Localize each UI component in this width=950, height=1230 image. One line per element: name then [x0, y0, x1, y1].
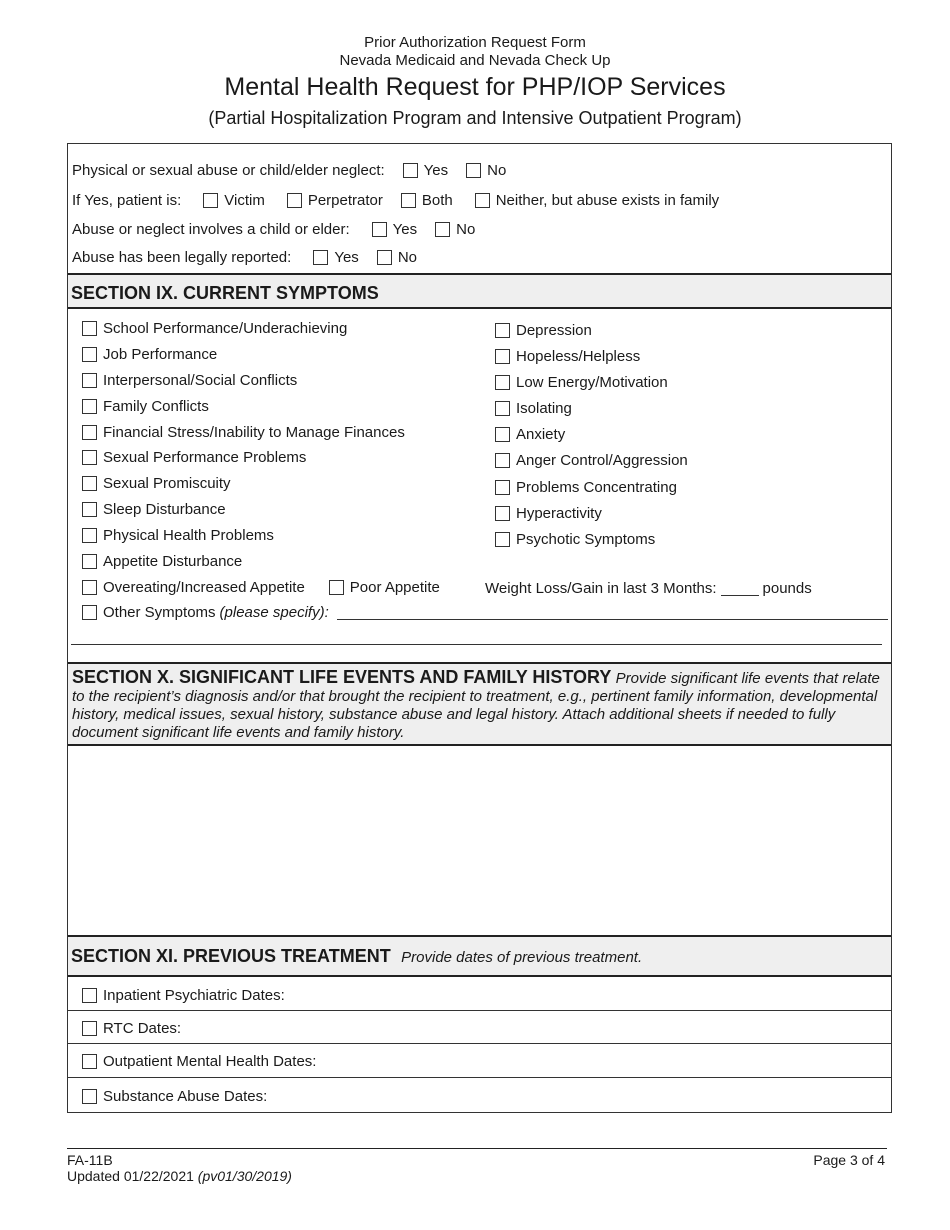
patient-role-label: If Yes, patient is: — [72, 192, 182, 209]
symptom-label: Sexual Promiscuity — [103, 475, 231, 492]
weight-change-row — [485, 580, 812, 597]
reported-yes-option[interactable] — [313, 249, 358, 266]
checkbox[interactable] — [82, 450, 97, 465]
checkbox[interactable] — [495, 480, 510, 495]
other-symptoms-row — [82, 604, 329, 621]
checkbox[interactable] — [82, 476, 97, 491]
checkbox[interactable] — [495, 375, 510, 390]
symptom-label: Interpersonal/Social Conflicts — [103, 372, 298, 389]
symptom-label: Low Energy/Motivation — [516, 374, 668, 391]
option-label: No — [397, 249, 417, 266]
symptom-item[interactable] — [495, 531, 655, 548]
role-victim-option[interactable] — [203, 192, 265, 209]
abuse-question-label: Physical or sexual abuse or child/elder neglect: — [72, 162, 385, 179]
checkbox[interactable] — [401, 193, 416, 208]
checkbox[interactable] — [82, 399, 97, 414]
row-divider — [68, 1077, 891, 1078]
other-symptoms-hint: (please specify): — [219, 604, 329, 621]
checkbox[interactable] — [495, 506, 510, 521]
treatment-label: Substance Abuse Dates: — [103, 1088, 268, 1105]
child-elder-no-option[interactable] — [435, 221, 475, 238]
option-label: No — [487, 162, 507, 179]
section-ix-title: SECTION IX. CURRENT SYMPTOMS — [71, 283, 379, 303]
checkbox[interactable] — [495, 323, 510, 338]
previous-treatment-item[interactable] — [82, 1088, 267, 1105]
symptom-item[interactable] — [82, 424, 405, 441]
overeating-option[interactable] — [82, 579, 305, 596]
page-title: Mental Health Request for PHP/IOP Services — [224, 73, 726, 101]
section-ix-header — [68, 273, 891, 309]
row-divider — [68, 1010, 891, 1011]
checkbox[interactable] — [82, 528, 97, 543]
page-subtitle: (Partial Hospitalization Program and Intensive Outpatient Program) — [208, 108, 742, 128]
symptom-label: Anxiety — [516, 426, 566, 443]
symptom-item[interactable] — [82, 398, 209, 415]
symptom-label: Family Conflicts — [103, 398, 209, 415]
treatment-label: Outpatient Mental Health Dates: — [103, 1053, 317, 1070]
weight-change-label: Weight Loss/Gain in last 3 Months: — [485, 580, 717, 597]
checkbox[interactable] — [377, 250, 392, 265]
checkbox[interactable] — [475, 193, 490, 208]
symptom-item[interactable] — [82, 501, 226, 518]
reported-no-option[interactable] — [377, 249, 417, 266]
checkbox[interactable] — [82, 605, 97, 620]
weight-unit-label: pounds — [762, 580, 812, 597]
symptom-item[interactable] — [82, 553, 242, 570]
section-x-instructions: Provide significant life events that relate to the recipient’s diagnosis and/or that brought the recipient to treatment, e.g., pertinent family information, developmental history, medical issues, sexual history, substance abuse and legal history. Attach additional sheets if needed to fully document significant life events and family history. — [72, 670, 880, 741]
child-elder-row — [72, 221, 475, 238]
checkbox[interactable] — [495, 427, 510, 442]
symptom-label: Job Performance — [103, 346, 218, 363]
child-elder-label: Abuse or neglect involves a child or elder: — [72, 221, 350, 238]
symptom-item[interactable] — [495, 348, 640, 365]
page-number: Page 3 of 4 — [813, 1152, 885, 1168]
checkbox[interactable] — [287, 193, 302, 208]
checkbox[interactable] — [82, 425, 97, 440]
poor-appetite-option[interactable] — [329, 579, 440, 596]
checkbox[interactable] — [82, 988, 97, 1003]
form-header-line1: Prior Authorization Request Form — [364, 34, 586, 51]
symptom-item[interactable] — [82, 346, 217, 363]
checkbox[interactable] — [82, 321, 97, 336]
symptom-label: Poor Appetite — [349, 579, 440, 596]
symptom-label: Physical Health Problems — [103, 527, 274, 544]
symptom-label: Overeating/Increased Appetite — [103, 579, 305, 596]
role-perpetrator-option[interactable] — [287, 192, 383, 209]
symptom-item[interactable] — [495, 374, 668, 391]
patient-role-row — [72, 192, 719, 209]
checkbox[interactable] — [435, 222, 450, 237]
symptom-item[interactable] — [82, 475, 231, 492]
checkbox[interactable] — [495, 401, 510, 416]
option-label: Both — [421, 192, 453, 209]
checkbox[interactable] — [82, 1021, 97, 1036]
option-label: Perpetrator — [307, 192, 383, 209]
form-frame — [67, 143, 892, 1113]
checkbox[interactable] — [372, 222, 387, 237]
previous-treatment-item[interactable] — [82, 1053, 316, 1070]
legally-reported-row — [72, 249, 417, 266]
checkbox[interactable] — [495, 349, 510, 364]
symptom-label: School Performance/Underachieving — [103, 320, 348, 337]
checkbox[interactable] — [82, 580, 97, 595]
life-events-text-area[interactable] — [68, 746, 891, 935]
checkbox[interactable] — [82, 554, 97, 569]
symptom-label: Hopeless/Helpless — [516, 348, 641, 365]
symptom-label: Sleep Disturbance — [103, 501, 226, 518]
symptom-item[interactable] — [82, 449, 306, 466]
symptom-item[interactable] — [495, 505, 602, 522]
checkbox[interactable] — [466, 163, 481, 178]
symptom-label: Isolating — [516, 400, 572, 417]
checkbox[interactable] — [82, 502, 97, 517]
updated-date: Updated 01/22/2021 — [67, 1168, 194, 1184]
checkbox[interactable] — [403, 163, 418, 178]
previous-version: (pv01/30/2019) — [197, 1168, 292, 1184]
treatment-label: Inpatient Psychiatric Dates: — [103, 987, 285, 1004]
checkbox[interactable] — [82, 1089, 97, 1104]
checkbox[interactable] — [495, 532, 510, 547]
checkbox[interactable] — [313, 250, 328, 265]
abuse-no-option[interactable] — [466, 162, 506, 179]
previous-treatment-item[interactable] — [82, 1020, 181, 1037]
section-xi-header — [68, 935, 891, 977]
abuse-question-row — [72, 162, 506, 179]
row-divider — [68, 1043, 891, 1044]
symptom-item[interactable] — [495, 479, 677, 496]
option-label: No — [456, 221, 476, 238]
option-label: Victim — [224, 192, 265, 209]
footer-divider — [67, 1148, 887, 1149]
symptom-label: Psychotic Symptoms — [516, 531, 656, 548]
form-id: FA-11B — [67, 1152, 113, 1168]
symptom-label: Depression — [516, 322, 592, 339]
section-xi-instructions: Provide dates of previous treatment. — [401, 949, 643, 966]
checkbox[interactable] — [82, 347, 97, 362]
symptom-item[interactable] — [82, 320, 347, 337]
symptom-label: Anger Control/Aggression — [516, 452, 688, 469]
symptom-item[interactable] — [82, 372, 297, 389]
abuse-yes-option[interactable] — [403, 162, 448, 179]
previous-treatment-item[interactable] — [82, 987, 285, 1004]
other-symptoms-label: Other Symptoms — [103, 604, 216, 621]
role-neither-option[interactable] — [475, 192, 719, 209]
symptom-label: Problems Concentrating — [516, 479, 677, 496]
option-label: Yes — [334, 249, 359, 266]
weight-change-input[interactable] — [721, 581, 759, 596]
checkbox[interactable] — [82, 373, 97, 388]
section-x-title: SECTION X. SIGNIFICANT LIFE EVENTS AND FAMILY HISTORY — [72, 667, 612, 687]
symptom-item[interactable] — [82, 527, 274, 544]
child-elder-yes-option[interactable] — [372, 221, 417, 238]
symptom-label: Hyperactivity — [516, 505, 602, 522]
appetite-row — [82, 579, 440, 596]
other-symptoms-input[interactable] — [337, 619, 888, 620]
form-header-line2: Nevada Medicaid and Nevada Check Up — [339, 52, 611, 69]
other-symptoms-input-line2[interactable] — [71, 644, 882, 645]
role-both-option[interactable] — [401, 192, 453, 209]
symptom-item[interactable] — [495, 426, 565, 443]
symptom-item[interactable] — [495, 400, 572, 417]
legally-reported-label: Abuse has been legally reported: — [72, 249, 292, 266]
option-label: Yes — [423, 162, 449, 179]
updated-line — [67, 1168, 292, 1184]
checkbox[interactable] — [495, 453, 510, 468]
section-x-header — [68, 662, 891, 746]
symptom-label: Financial Stress/Inability to Manage Finances — [103, 424, 405, 441]
symptom-label: Appetite Disturbance — [103, 553, 243, 570]
section-xi-title: SECTION XI. PREVIOUS TREATMENT — [71, 946, 391, 966]
symptom-label: Sexual Performance Problems — [103, 449, 307, 466]
checkbox[interactable] — [82, 1054, 97, 1069]
option-label: Yes — [392, 221, 418, 238]
checkbox[interactable] — [329, 580, 344, 595]
option-label: Neither, but abuse exists in family — [495, 192, 720, 209]
symptom-item[interactable] — [495, 322, 592, 339]
treatment-label: RTC Dates: — [103, 1020, 182, 1037]
symptom-item[interactable] — [495, 452, 688, 469]
checkbox[interactable] — [203, 193, 218, 208]
